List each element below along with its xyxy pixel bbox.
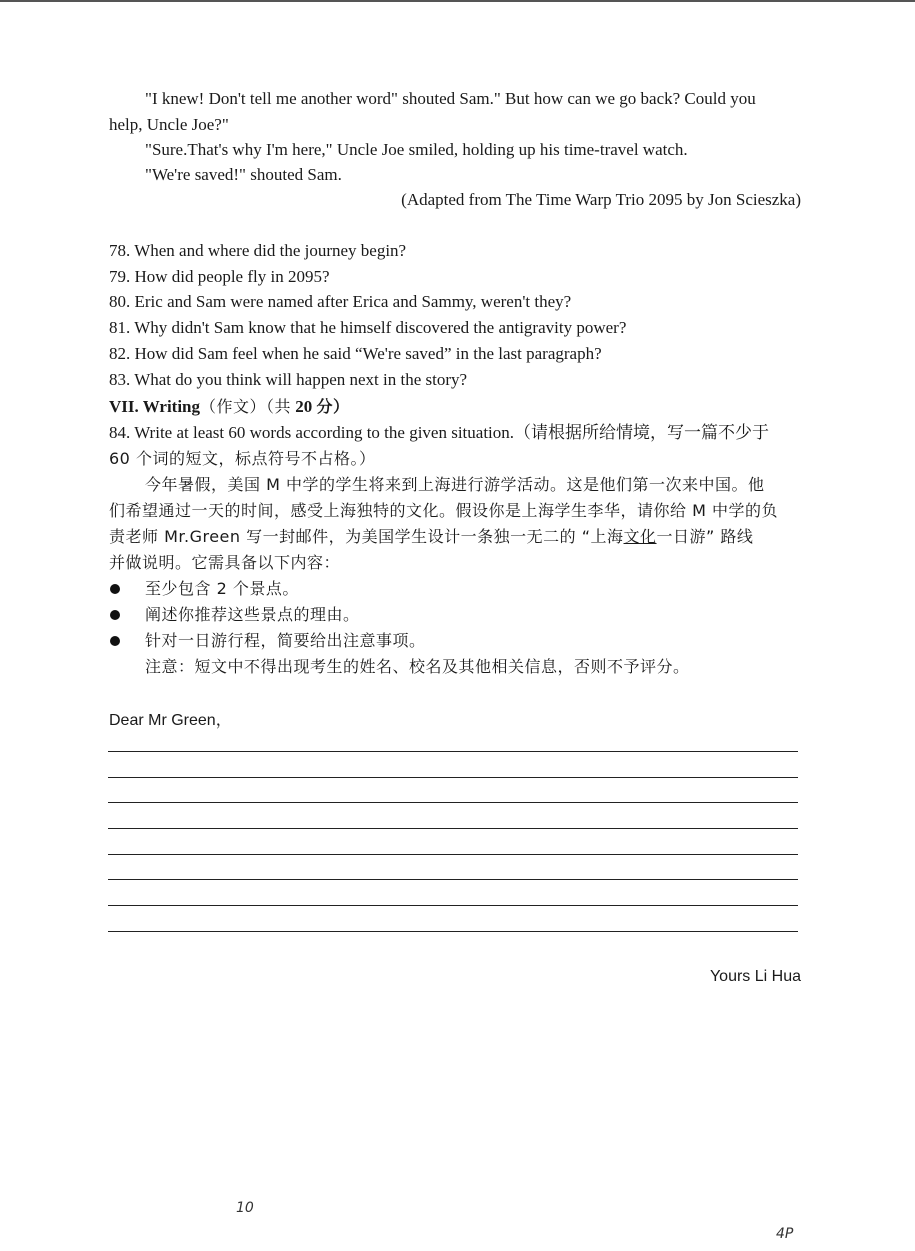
scenario-line1: 今年暑假，美国 M 中学的学生将来到上海进行游学活动。这是他们第一次来中国。他	[145, 475, 765, 494]
story-para1-line2: help, Uncle Joe?"	[109, 115, 229, 134]
answer-line	[108, 802, 798, 803]
question-81: 81. Why didn't Sam know that he himself discovered the antigravity power?	[109, 318, 627, 337]
requirement-3: 针对一日游行程，简要给出注意事项。	[145, 631, 426, 650]
question-80: 80. Eric and Sam were named after Erica and Sammy, weren't they?	[109, 292, 572, 311]
question-83: 83. What do you think will happen next in the story?	[109, 370, 468, 389]
answer-line	[108, 905, 798, 906]
question-84-line2: 60 个词的短文，标点符号不占格。）	[109, 449, 376, 468]
question-82: 82. How did Sam feel when he said “We're saved” in the last paragraph?	[109, 344, 602, 363]
letter-closing: Yours Li Hua	[709, 968, 801, 985]
scenario-line4: 并做说明。它需具备以下内容：	[109, 553, 341, 572]
answer-line	[108, 931, 798, 932]
story-para1-line1: "I knew! Don't tell me another word" shouted Sam." But how can we go back? Could you	[145, 89, 756, 108]
answer-line	[108, 879, 798, 880]
answer-line	[108, 777, 798, 778]
bullet-icon	[110, 584, 120, 594]
bullet-icon	[110, 636, 120, 646]
question-84-line1: 84. Write at least 60 words according to the given situation.（请根据所给情境，写一篇不少于	[109, 423, 770, 442]
story-para2: "Sure.That's why I'm here," Uncle Joe smiled, holding up his time-travel watch.	[145, 140, 688, 159]
bullet-icon	[110, 610, 120, 620]
answer-line	[108, 751, 798, 752]
letter-salutation: Dear Mr Green，	[109, 712, 232, 729]
scenario-line2: 们希望通过一天的时间，感受上海独特的文化。假设你是上海学生李华，请你给 M 中学的负	[109, 501, 778, 520]
story-source: (Adapted from The Time Warp Trio 2095 by Jon Scieszka)	[401, 190, 801, 209]
writing-heading: VII. Writing（作文）（共 20 分）	[109, 397, 350, 416]
question-79: 79. How did people fly in 2095?	[109, 267, 330, 286]
question-78: 78. When and where did the journey begin?	[109, 241, 407, 260]
requirement-1: 至少包含 2 个景点。	[145, 579, 299, 598]
page-top-border	[0, 0, 915, 2]
scenario-line3: 责老师 Mr.Green 写一封邮件，为美国学生设计一条独一无二的 “上海文化一日游” 路线	[109, 527, 754, 546]
page-mark-bottom-left: 10	[236, 1200, 254, 1216]
writing-note: 注意：短文中不得出现考生的姓名、校名及其他相关信息，否则不予评分。	[145, 657, 690, 676]
story-para3: "We're saved!" shouted Sam.	[145, 165, 342, 184]
page-mark-bottom-right: 4P	[776, 1226, 794, 1242]
answer-line	[108, 828, 798, 829]
answer-line	[108, 854, 798, 855]
requirement-2: 阐述你推荐这些景点的理由。	[145, 605, 360, 624]
